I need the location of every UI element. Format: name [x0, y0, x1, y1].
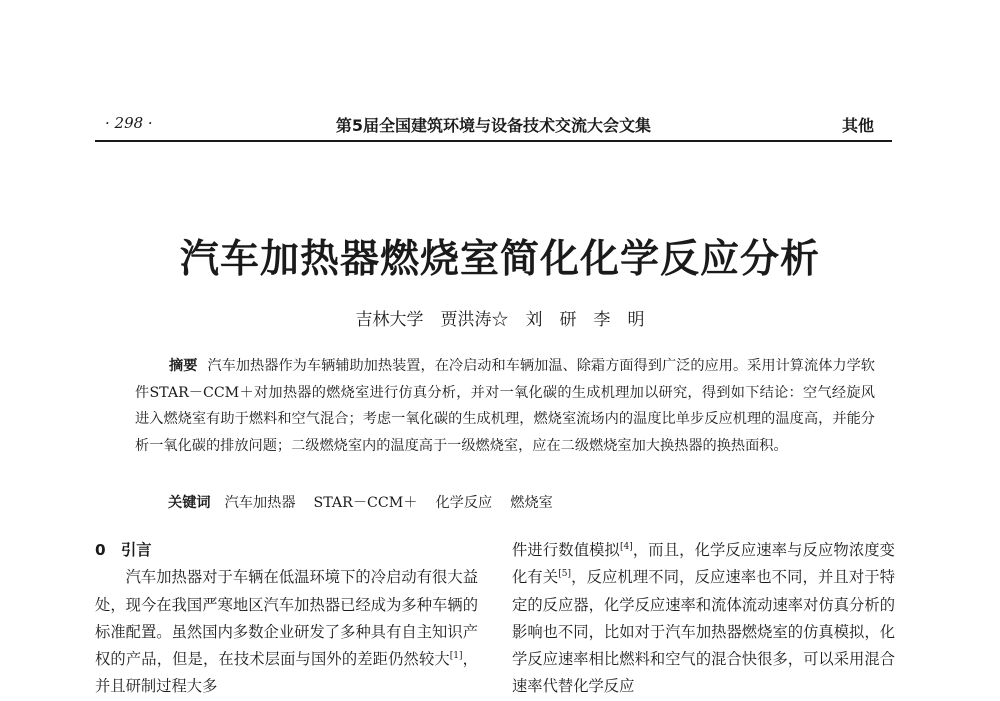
citation-ref: [5] [558, 569, 572, 580]
body-text: ，而且，化学反应速率与反应物浓度变化有关 [512, 541, 895, 587]
body-text: 汽车加热器对于车辆在低温环境下的冷启动有很大益处，现今在我国严寒地区汽车加热器已经成为多种车辆的标准配置。虽然国内多数企业研发了多种具有自主知识产权的产品，但是，在技术层面与国外的差距仍然较大 [95, 568, 478, 669]
running-header [95, 110, 892, 142]
body-text: ，并且研制过程大多 [95, 650, 478, 696]
citation-ref: [4] [619, 541, 633, 552]
keyword: 化学反应 [435, 495, 493, 511]
keywords-label: 关键词 [168, 495, 211, 511]
abstract [135, 353, 875, 459]
body-text: 件进行数值模拟 [512, 541, 620, 559]
keyword: 汽车加热器 [224, 495, 296, 511]
journal-title: 第5届全国建筑环境与设备技术交流大会文集 [335, 116, 652, 135]
abstract-label: 摘要 [169, 358, 198, 374]
page-number: · 298 · [105, 114, 153, 132]
body-text: ，反应机理不同，反应速率也不同，并且对于特定的反应器，化学反应速率和流体流动速率对仿真分析的影响也不同，比如对于汽车加热器燃烧室的仿真模拟，化学反应速率相比燃料和空气的混合快很多，可以采用混合速率代替化学反应 [512, 568, 895, 696]
section-heading-introduction: 0 引言 [95, 541, 152, 559]
right-column [512, 537, 895, 701]
body-paragraph [95, 564, 478, 700]
keyword: STAR－CCM＋ [313, 495, 418, 511]
section-label: 其他 [841, 116, 874, 135]
abstract-text: 汽车加热器作为车辆辅助加热装置，在冷启动和车辆加温、除霜方面得到广泛的应用。采用计算流体力学软件STAR－CCM＋对加热器的燃烧室进行仿真分析，并对一氧化碳的生成机理加以研究，得到如下结论：空气经旋风进入燃烧室有助于燃料和空气混合；考虑一氧化碳的生成机理，燃烧室流场内的温度比单步反应机理的温度高，并能分析一氧化碳的排放问题；二级燃烧室内的温度高于一级燃烧室，应在二级燃烧室加大换热器的换热面积。 [135, 358, 875, 454]
left-column [95, 537, 478, 701]
body-paragraph [512, 537, 895, 701]
citation-ref: [1] [449, 651, 463, 662]
keywords [168, 491, 888, 515]
paper-title: 汽车加热器燃烧室简化化学反应分析 [179, 237, 820, 282]
keyword: 燃烧室 [510, 495, 553, 511]
author-line: 吉林大学 贾洪涛☆ 刘 研 李 明 [355, 310, 645, 330]
